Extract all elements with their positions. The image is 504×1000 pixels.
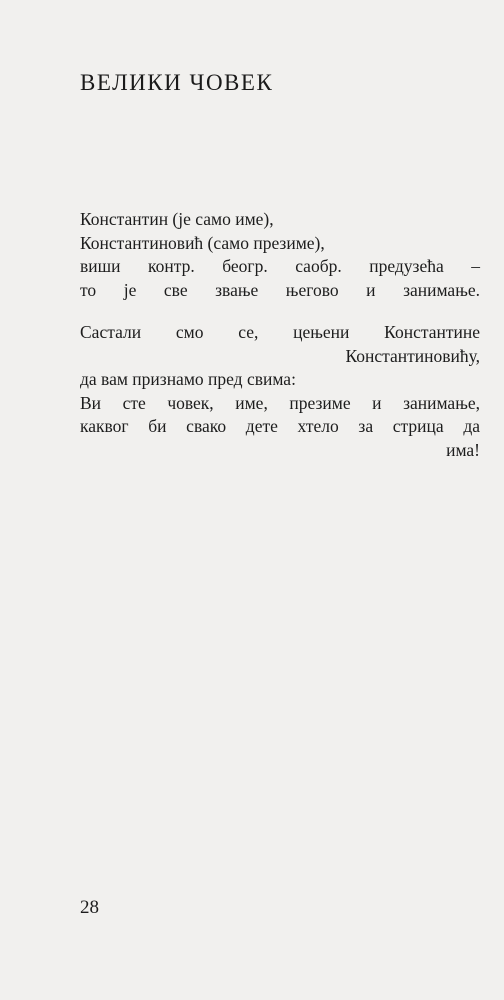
poem-line: то је све звање његово и занимање. <box>80 279 480 300</box>
poem-title: ВЕЛИКИ ЧОВЕК <box>80 70 274 95</box>
poem-line: Састали смо се, цењени Константине <box>80 322 480 342</box>
poem-line: Константин (је само име), <box>80 209 274 229</box>
page-number: 28 <box>80 897 99 918</box>
stanza-2 <box>80 321 480 462</box>
poem-line: каквог би свако дете хтело за стрица да <box>80 416 480 436</box>
poem-line: Константиновићу, <box>345 345 480 366</box>
poem-line: Константиновић (само презиме), <box>80 232 325 253</box>
stanza-1 <box>80 208 480 302</box>
poem-line: има! <box>446 439 480 460</box>
poem-line: да вам признамо пред свима: <box>80 369 296 389</box>
poem-line: виши контр. беогр. саобр. предузећа – <box>80 256 480 276</box>
poem-line: Ви сте човек, име, презиме и занимање, <box>80 392 480 413</box>
